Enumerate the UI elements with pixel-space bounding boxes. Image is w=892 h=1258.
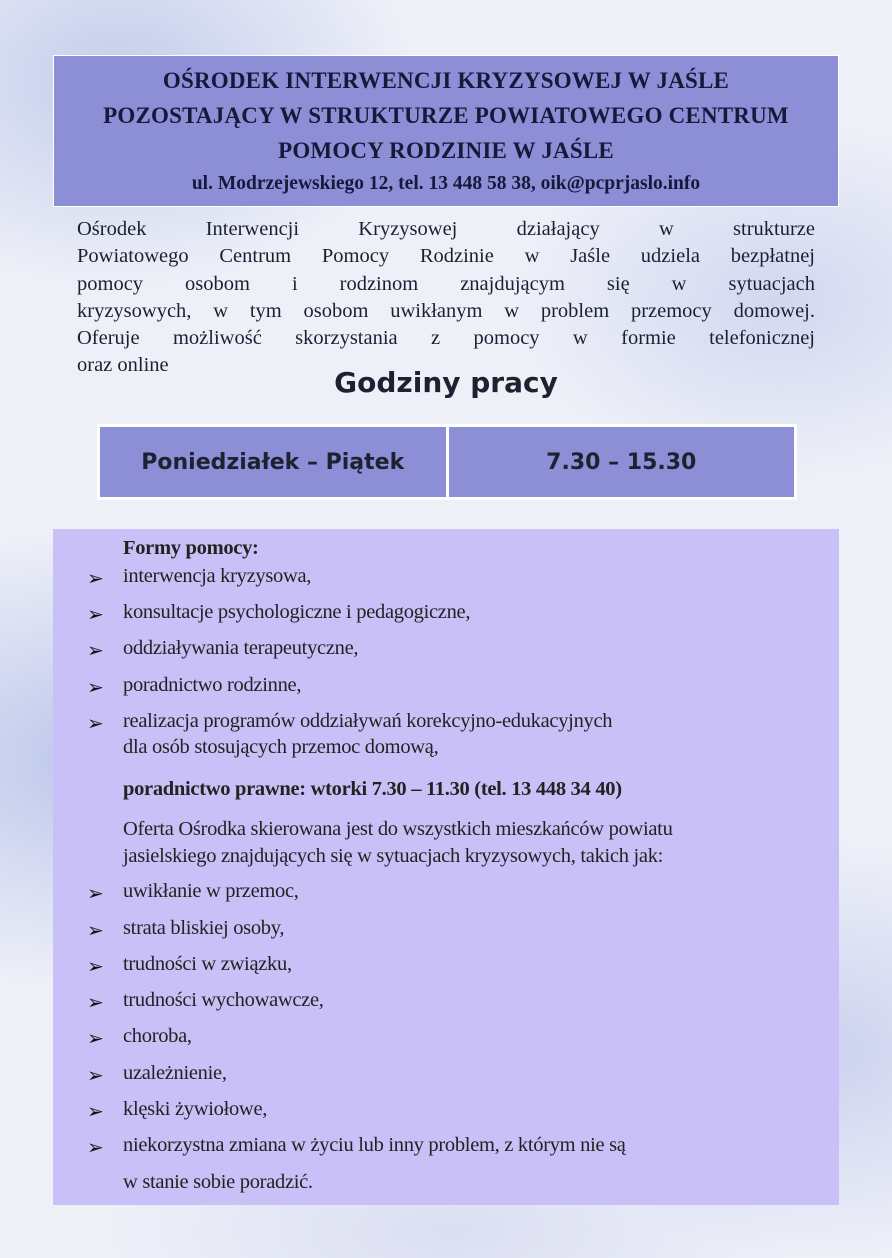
- list-item: realizacja programów oddziaływań korekcyjno-edukacyjnych: [123, 710, 613, 732]
- arrow-bullet-icon: ➢: [87, 956, 104, 978]
- offer-line: jasielskiego znajdujących się w sytuacjach kryzysowych, takich jak:: [123, 845, 664, 867]
- intro-line: Oferuje możliwość skorzystania z pomocy w formie telefonicznej: [77, 327, 815, 350]
- list-item: oddziaływania terapeutyczne,: [123, 637, 359, 659]
- arrow-bullet-icon: ➢: [87, 677, 104, 699]
- header-title-line: POMOCY RODZINIE W JAŚLE: [278, 138, 614, 163]
- hours-title: Godziny pracy: [334, 366, 558, 399]
- intro-line: Powiatowego Centrum Pomocy Rodzinie w Jaśle udziela bezpłatnej: [77, 245, 815, 268]
- list-item: konsultacje psychologiczne i pedagogiczne,: [123, 601, 471, 623]
- list-item: interwencja kryzysowa,: [123, 565, 312, 587]
- hours-days-cell: Poniedziałek – Piątek: [100, 427, 446, 497]
- arrow-bullet-icon: ➢: [87, 1028, 104, 1050]
- header-title-line: OŚRODEK INTERWENCJI KRYZYSOWEJ W JAŚLE: [162, 68, 730, 93]
- hours-table: [97, 424, 797, 500]
- legal-advice-line: poradnictwo prawne: wtorki 7.30 – 11.30 (tel. 13 448 34 40): [123, 778, 622, 800]
- arrow-bullet-icon: ➢: [87, 1137, 104, 1159]
- list-item: choroba,: [123, 1025, 192, 1047]
- arrow-bullet-icon: ➢: [87, 1065, 104, 1087]
- arrow-bullet-icon: ➢: [87, 568, 104, 590]
- arrow-bullet-icon: ➢: [87, 604, 104, 626]
- offer-line: Oferta Ośrodka skierowana jest do wszystkich mieszkańców powiatu: [123, 818, 673, 840]
- header-box: [53, 55, 839, 207]
- arrow-bullet-icon: ➢: [87, 1101, 104, 1123]
- forms-panel: [53, 529, 839, 1205]
- list-item: uwikłanie w przemoc,: [123, 880, 299, 902]
- arrow-bullet-icon: ➢: [87, 883, 104, 905]
- list-item: strata bliskiej osoby,: [123, 917, 285, 939]
- intro-line: oraz online: [77, 354, 169, 377]
- list-item: trudności w związku,: [123, 953, 292, 975]
- list-item-continuation: w stanie sobie poradzić.: [123, 1171, 313, 1193]
- intro-line: pomocy osobom i rodzinom znajdującym się w sytuacjach: [77, 272, 815, 295]
- arrow-bullet-icon: ➢: [87, 713, 104, 735]
- forms-heading: Formy pomocy:: [123, 537, 259, 559]
- list-item: niekorzystna zmiana w życiu lub inny problem, z którym nie są: [123, 1134, 626, 1156]
- intro-line: kryzysowych, w tym osobom uwikłanym w problem przemocy domowej.: [77, 299, 815, 322]
- list-item: poradnictwo rodzinne,: [123, 674, 302, 696]
- intro-line: Ośrodek Interwencji Kryzysowej działający w strukturze: [77, 218, 815, 240]
- intro-paragraph: [77, 216, 815, 380]
- arrow-bullet-icon: ➢: [87, 920, 104, 942]
- arrow-bullet-icon: ➢: [87, 640, 104, 662]
- list-item: klęski żywiołowe,: [123, 1098, 268, 1120]
- list-item: trudności wychowawcze,: [123, 989, 324, 1011]
- header-contact: ul. Modrzejewskiego 12, tel. 13 448 58 38, oik@pcprjaslo.info: [191, 173, 701, 194]
- arrow-bullet-icon: ➢: [87, 992, 104, 1014]
- list-item: uzależnienie,: [123, 1062, 227, 1084]
- header-title: [54, 63, 838, 168]
- header-title-line: POZOSTAJĄCY W STRUKTURZE POWIATOWEGO CENTRUM: [103, 103, 789, 128]
- list-item-continuation: dla osób stosujących przemoc domową,: [123, 736, 439, 758]
- hours-time-cell: 7.30 – 15.30: [449, 427, 795, 497]
